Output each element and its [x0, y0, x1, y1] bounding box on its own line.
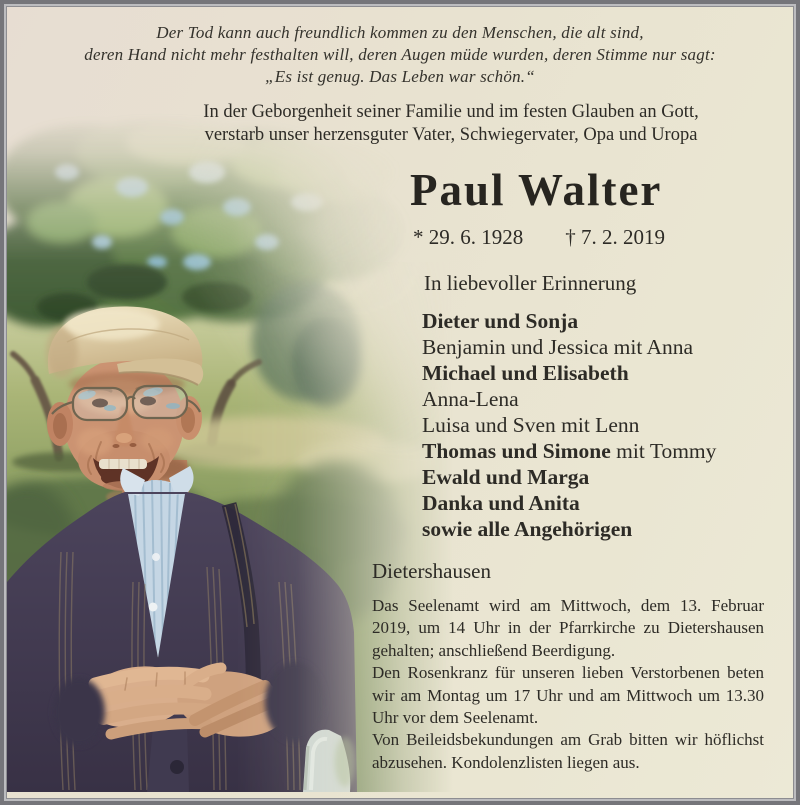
memorial-quote: [0, 22, 800, 88]
service-paragraph-1: Das Seelenamt wird am Mittwoch, dem 13. Februar 2019, um 14 Uhr in der Pfarrkirche zu Dietershausen gehalten; anschließend Beerdigung.: [372, 596, 764, 660]
mourner-line: Anna-Lena: [422, 387, 519, 411]
service-paragraph-2: Den Rosenkranz für unseren lieben Verstorbenen beten wir am Montag um 17 Uhr und am Mittwoch um 13.30 Uhr vor dem Seelenamt.: [372, 663, 764, 728]
death-date: † 7. 2. 2019: [565, 225, 665, 249]
place-name: Dietershausen: [372, 559, 491, 583]
deceased-name: Paul Walter: [410, 165, 663, 215]
mourners-list: [422, 308, 716, 542]
intro-line-1: In der Geborgenheit seiner Familie und im festen Glauben an Gott,: [203, 102, 699, 122]
quote-line-2: deren Hand nicht mehr festhalten will, deren Augen müde wurden, deren Stimme nur sagt:: [84, 45, 716, 64]
birth-date: * 29. 6. 1928: [413, 225, 524, 249]
mourner-line: sowie alle Angehörigen: [422, 517, 633, 541]
service-paragraph-3: Von Beileidsbekundungen am Grab bitten wir höflichst abzusehen. Kondolenzlisten liegen aus.: [372, 730, 764, 772]
mourner-line: Danka und Anita: [422, 491, 580, 515]
mourner-line: Benjamin und Jessica mit Anna: [422, 335, 694, 359]
mourner-line: Ewald und Marga: [422, 465, 590, 489]
mourner-line: Dieter und Sonja: [422, 309, 579, 333]
quote-line-1: Der Tod kann auch freundlich kommen zu den Menschen, die alt sind,: [156, 23, 644, 42]
quote-line-3: „Es ist genug. Das Leben war schön.“: [265, 67, 535, 86]
remembrance-line: In liebevoller Erinnerung: [424, 271, 637, 295]
mourner-line: Luisa und Sven mit Lenn: [422, 413, 640, 437]
intro-line-2: verstarb unser herzensguter Vater, Schwiegervater, Opa und Uropa: [204, 125, 698, 145]
intro-text: [102, 101, 800, 147]
service-info: [372, 595, 764, 774]
mourner-line: Michael und Elisabeth: [422, 361, 629, 385]
mourner-line: Thomas und Simone mit Tommy: [422, 439, 717, 463]
life-dates: [413, 225, 665, 250]
